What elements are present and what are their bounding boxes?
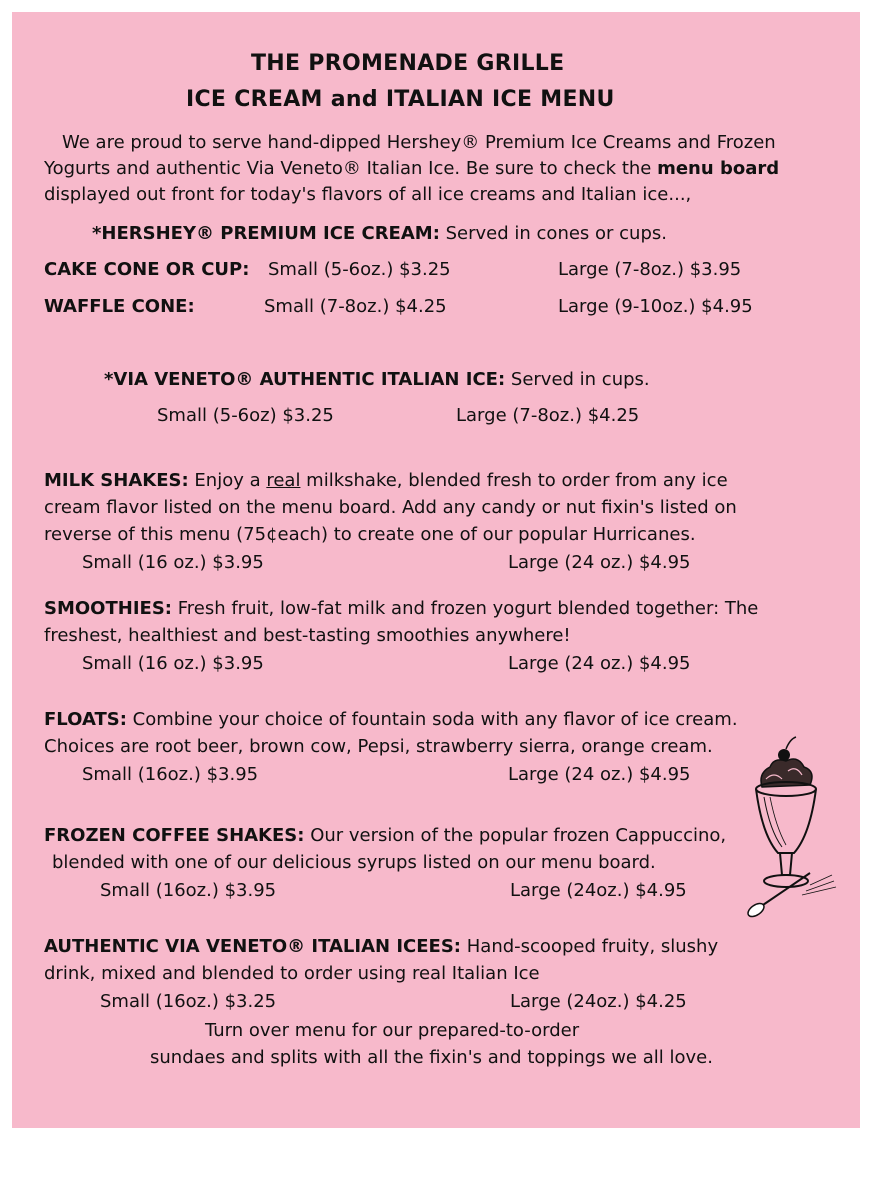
italian-ice-heading: *VIA VENETO® AUTHENTIC ITALIAN ICE: xyxy=(104,369,506,390)
waffle-cone-label: WAFFLE CONE: xyxy=(44,296,195,317)
intro-line2-text: Yogurts and authentic Via Veneto® Italian Ice. Be sure to check the xyxy=(44,158,658,179)
italian-ice-small: Small (5-6oz) $3.25 xyxy=(157,405,334,426)
cake-cone-small: Small (5-6oz.) $3.25 xyxy=(268,259,451,280)
milkshakes-heading: MILK SHAKES: xyxy=(44,470,189,491)
floats-text: Combine your choice of fountain soda with any flavor of ice cream. xyxy=(132,709,738,730)
intro-line2 xyxy=(44,157,779,181)
smoothies-large: Large (24 oz.) $4.95 xyxy=(508,653,691,674)
smoothies-text: Fresh fruit, low-fat milk and frozen yogurt blended together: The xyxy=(177,598,759,619)
coffee-line2: blended with one of our delicious syrups listed on our menu board. xyxy=(52,852,656,873)
milkshakes-real: real xyxy=(266,470,301,491)
hershey-heading: *HERSHEY® PREMIUM ICE CREAM: xyxy=(92,223,440,244)
menu-title-line2: ICE CREAM and ITALIAN ICE MENU xyxy=(186,87,615,112)
intro-line1: We are proud to serve hand-dipped Hershey® Premium Ice Creams and Frozen xyxy=(62,132,776,153)
milkshakes-text-c: milkshake, blended fresh to order from any ice xyxy=(300,470,728,491)
icees-line1 xyxy=(44,935,718,959)
milkshakes-small: Small (16 oz.) $3.95 xyxy=(82,552,264,573)
icees-large: Large (24oz.) $4.25 xyxy=(510,991,687,1012)
floats-line2: Choices are root beer, brown cow, Pepsi, strawberry sierra, orange cream. xyxy=(44,736,713,757)
cake-cone-label: CAKE CONE OR CUP: xyxy=(44,259,250,280)
intro-line3: displayed out front for today's flavors of all ice creams and Italian ice..., xyxy=(44,184,692,205)
intro-menu-board: menu board xyxy=(657,158,780,179)
milkshakes-line2: cream flavor listed on the menu board. Add any candy or nut fixin's listed on xyxy=(44,497,737,518)
cake-cone-large: Large (7-8oz.) $3.95 xyxy=(558,259,742,280)
floats-large: Large (24 oz.) $4.95 xyxy=(508,764,691,785)
waffle-cone-large: Large (9-10oz.) $4.95 xyxy=(558,296,753,317)
coffee-large: Large (24oz.) $4.95 xyxy=(510,880,687,901)
menu-title-line1: THE PROMENADE GRILLE xyxy=(251,51,565,76)
italian-ice-desc: Served in cups. xyxy=(510,369,650,390)
sundae-glass-icon xyxy=(740,735,840,924)
italian-ice-large: Large (7-8oz.) $4.25 xyxy=(456,405,640,426)
hershey-heading-row xyxy=(92,222,667,246)
hershey-desc: Served in cones or cups. xyxy=(445,223,667,244)
icees-text: Hand-scooped fruity, slushy xyxy=(466,936,719,957)
milkshakes-large: Large (24 oz.) $4.95 xyxy=(508,552,691,573)
coffee-line1 xyxy=(44,824,726,848)
coffee-heading: FROZEN COFFEE SHAKES: xyxy=(44,825,305,846)
smoothies-heading: SMOOTHIES: xyxy=(44,598,172,619)
footer-line2: sundaes and splits with all the fixin's and toppings we all love. xyxy=(150,1047,713,1068)
floats-line1 xyxy=(44,708,738,732)
italian-ice-heading-row xyxy=(104,368,650,392)
icees-line2: drink, mixed and blended to order using real Italian Ice xyxy=(44,963,540,984)
milkshakes-line3: reverse of this menu (75¢each) to create one of our popular Hurricanes. xyxy=(44,524,696,545)
waffle-cone-small: Small (7-8oz.) $4.25 xyxy=(264,296,447,317)
icees-small: Small (16oz.) $3.25 xyxy=(100,991,277,1012)
icees-heading: AUTHENTIC VIA VENETO® ITALIAN ICEES: xyxy=(44,936,462,957)
coffee-small: Small (16oz.) $3.95 xyxy=(100,880,277,901)
floats-heading: FLOATS: xyxy=(44,709,127,730)
smoothies-small: Small (16 oz.) $3.95 xyxy=(82,653,264,674)
footer-line1: Turn over menu for our prepared-to-order xyxy=(205,1020,580,1041)
milkshakes-line1 xyxy=(44,469,728,493)
smoothies-line2: freshest, healthiest and best-tasting smoothies anywhere! xyxy=(44,625,571,646)
milkshakes-text-a: Enjoy a xyxy=(194,470,267,491)
floats-small: Small (16oz.) $3.95 xyxy=(82,764,259,785)
smoothies-line1 xyxy=(44,597,758,621)
coffee-text: Our version of the popular frozen Cappuccino, xyxy=(310,825,727,846)
